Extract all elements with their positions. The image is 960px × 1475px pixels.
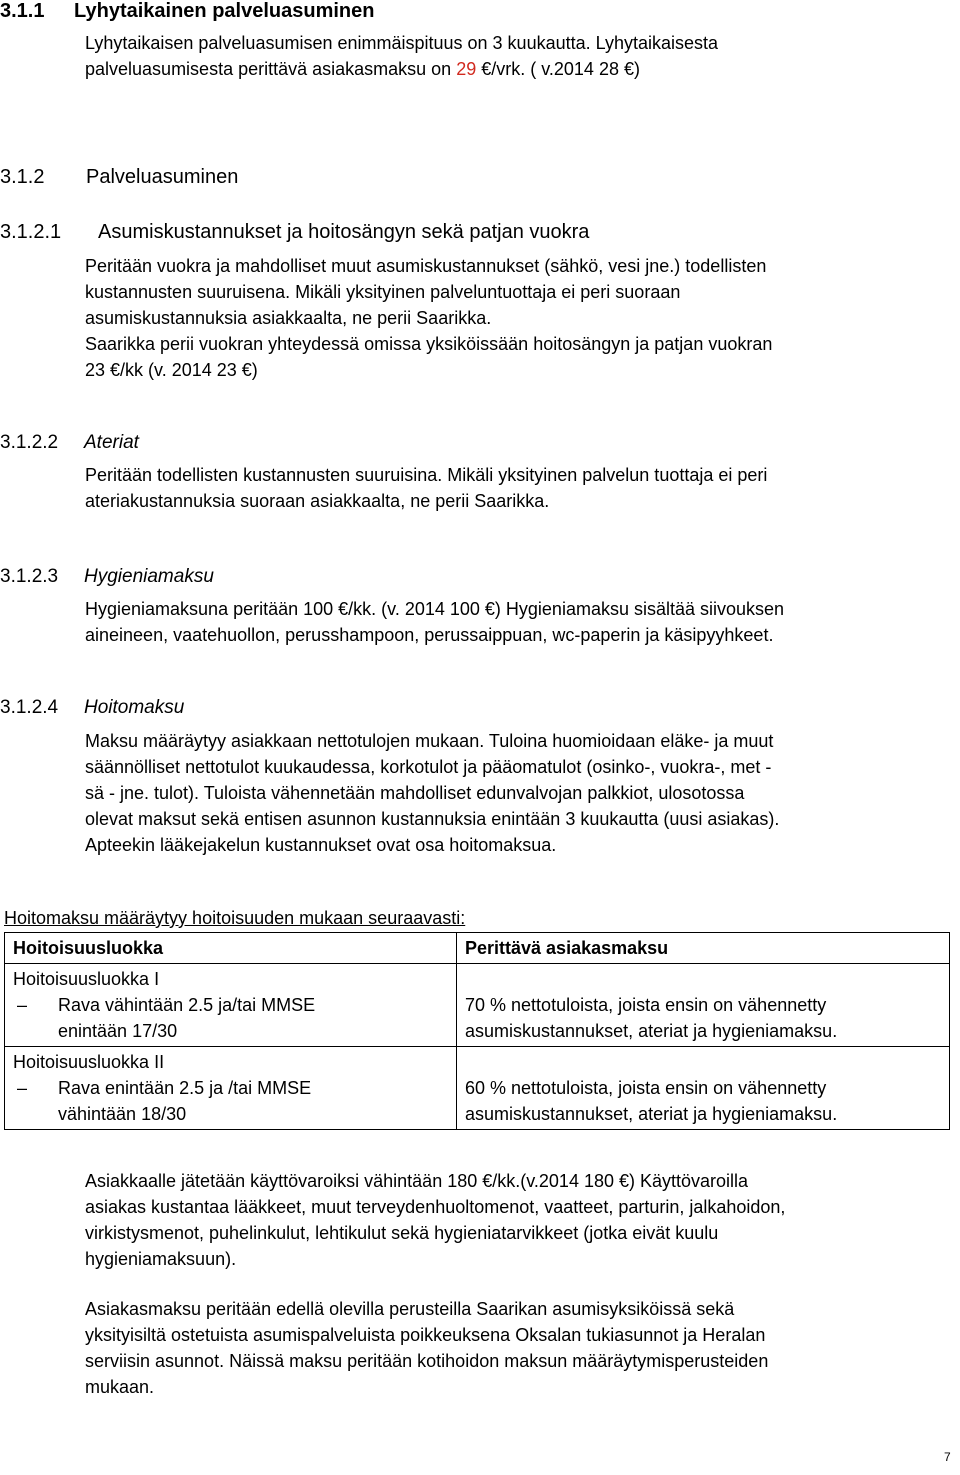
section-number: 3.1.2.1 [0,221,62,243]
section-title: Asumiskustannukset ja hoitosängyn sekä patjan vuokra [98,221,590,243]
fee-line: 60 % nettotuloista, joista ensin on vähennetty [465,1078,827,1098]
text-run: palveluasumisesta perittävä asiakasmaksu on [85,59,457,79]
criteria-item [13,1075,448,1127]
dash-bullet: – [17,995,28,1015]
page-number: 7 [944,1450,951,1464]
paragraph-line: mukaan. [85,1377,155,1397]
paragraph-line: Asiakasmaksu peritään edellä olevilla perusteilla Saarikan asumisyksiköissä sekä [85,1299,735,1319]
criteria-line: Rava enintään 2.5 ja /tai MMSE [58,1078,312,1098]
table-caption: Hoitomaksu määräytyy hoitoisuuden mukaan seuraavasti: [4,908,466,928]
section-3-1-1-body [85,30,718,82]
paragraph-line: Lyhytaikaisen palveluasumisen enimmäispituus on 3 kuukautta. Lyhytaikaisesta [85,33,719,53]
table-cell [457,1047,950,1130]
section-title: Palveluasuminen [86,166,239,188]
section-number: 3.1.2.3 [0,566,59,587]
section-title: Lyhytaikainen palveluasuminen [74,0,375,22]
section-3-1-2-heading [0,166,238,189]
paragraph-line: 23 €/kk (v. 2014 23 €) [85,360,258,380]
section-number: 3.1.2.2 [0,432,59,453]
paragraph-line: aineineen, vaatehuollon, perusshampoon, perussaippuan, wc-paperin ja käsipyyhkeet. [85,625,774,645]
fee-line: 70 % nettotuloista, joista ensin on vähennetty [465,995,827,1015]
section-3-1-2-2-body [85,462,767,514]
section-3-1-2-2-heading [0,432,139,454]
fee-table [4,932,950,1130]
column-header: Perittävä asiakasmaksu [457,933,950,964]
paragraph-line: virkistysmenot, puhelinkulut, lehtikulut sekä hygieniatarvikkeet (jotka eivät kuulu [85,1223,719,1243]
paragraph-line: kustannusten suuruisena. Mikäli yksityinen palveluntuottaja ei peri suoraan [85,282,681,302]
section-3-1-2-3-body [85,596,784,648]
section-3-1-2-4-body [85,728,779,858]
paragraph-line: hygieniamaksuun). [85,1249,237,1269]
paragraph-line: säännölliset nettotulot kuukaudessa, korkotulot ja pääomatulot (osinko-, vuokra-, met - [85,757,772,777]
care-class-label: Hoitoisuusluokka II [13,1052,165,1072]
paragraph-line: Hygieniamaksuna peritään 100 €/kk. (v. 2014 100 €) Hygieniamaksu sisältää siivouksen [85,599,785,619]
paragraph-line: Peritään vuokra ja mahdolliset muut asumiskustannukset (sähkö, vesi jne.) todellisten [85,256,767,276]
paragraph-line [85,56,718,82]
table-header-row [5,933,950,964]
paragraph-line: Maksu määräytyy asiakkaan nettotulojen mukaan. Tuloina huomioidaan eläke- ja muut [85,731,774,751]
fee-line: asumiskustannukset, ateriat ja hygieniamaksu. [465,1104,838,1124]
spending-money-paragraph [85,1168,785,1272]
section-number: 3.1.2.4 [0,697,59,718]
criteria-line: enintään 17/30 [58,1021,178,1041]
table-cell [5,1047,457,1130]
client-fee-paragraph [85,1296,768,1400]
care-class-label: Hoitoisuusluokka I [13,969,160,989]
fee-line: asumiskustannukset, ateriat ja hygieniamaksu. [465,1021,838,1041]
section-title: Hygieniamaksu [84,566,214,587]
paragraph-line: ateriakustannuksia suoraan asiakkaalta, ne perii Saarikka. [85,491,550,511]
dash-bullet: – [17,1078,28,1098]
table-row [5,964,950,1047]
section-3-1-2-1-body [85,253,772,383]
paragraph-line: asiakas kustantaa lääkkeet, muut terveydenhuoltomenot, vaatteet, parturin, jalkahoidon, [85,1197,786,1217]
table-cell [457,964,950,1047]
paragraph-line: asumiskustannuksia asiakkaalta, ne perii Saarikka. [85,308,492,328]
criteria-line: vähintään 18/30 [58,1104,187,1124]
text-run: €/vrk. ( v.2014 28 €) [476,59,640,79]
paragraph-line: Apteekin lääkejakelun kustannukset ovat osa hoitomaksua. [85,835,557,855]
paragraph-line: yksityisiltä ostetuista asumispalveluista poikkeuksena Oksalan tukiasunnot ja Heralan [85,1325,766,1345]
table-cell [5,964,457,1047]
paragraph-line: serviisin asunnot. Näissä maksu peritään kotihoidon maksun määräytymisperusteiden [85,1351,769,1371]
column-header: Hoitoisuusluokka [5,933,457,964]
paragraph-line: Saarikka perii vuokran yhteydessä omissa yksiköissään hoitosängyn ja patjan vuokran [85,334,773,354]
section-3-1-2-4-heading [0,697,184,719]
section-number: 3.1.1 [0,0,45,22]
paragraph-line: Asiakkaalle jätetään käyttövaroiksi vähintään 180 €/kk.(v.2014 180 €) Käyttövaroilla [85,1171,749,1191]
paragraph-line: Peritään todellisten kustannusten suuruisina. Mikäli yksityinen palvelun tuottaja ei peri [85,465,768,485]
paragraph-line: sä - jne. tulot). Tuloista vähennetään mahdolliset edunvalvojan palkkiot, ulosotossa [85,783,745,803]
section-title: Hoitomaksu [84,697,185,718]
section-3-1-1-heading [0,0,374,23]
highlighted-amount: 29 [456,59,477,79]
paragraph-line: olevat maksut sekä entisen asunnon kustannuksia enintään 3 kuukautta (uusi asiakas). [85,809,780,829]
section-title: Ateriat [84,432,139,453]
section-number: 3.1.2 [0,166,45,188]
table-row [5,1047,950,1130]
section-3-1-2-3-heading [0,566,214,588]
section-3-1-2-1-heading [0,221,589,244]
criteria-item [13,992,448,1044]
criteria-line: Rava vähintään 2.5 ja/tai MMSE [58,995,316,1015]
